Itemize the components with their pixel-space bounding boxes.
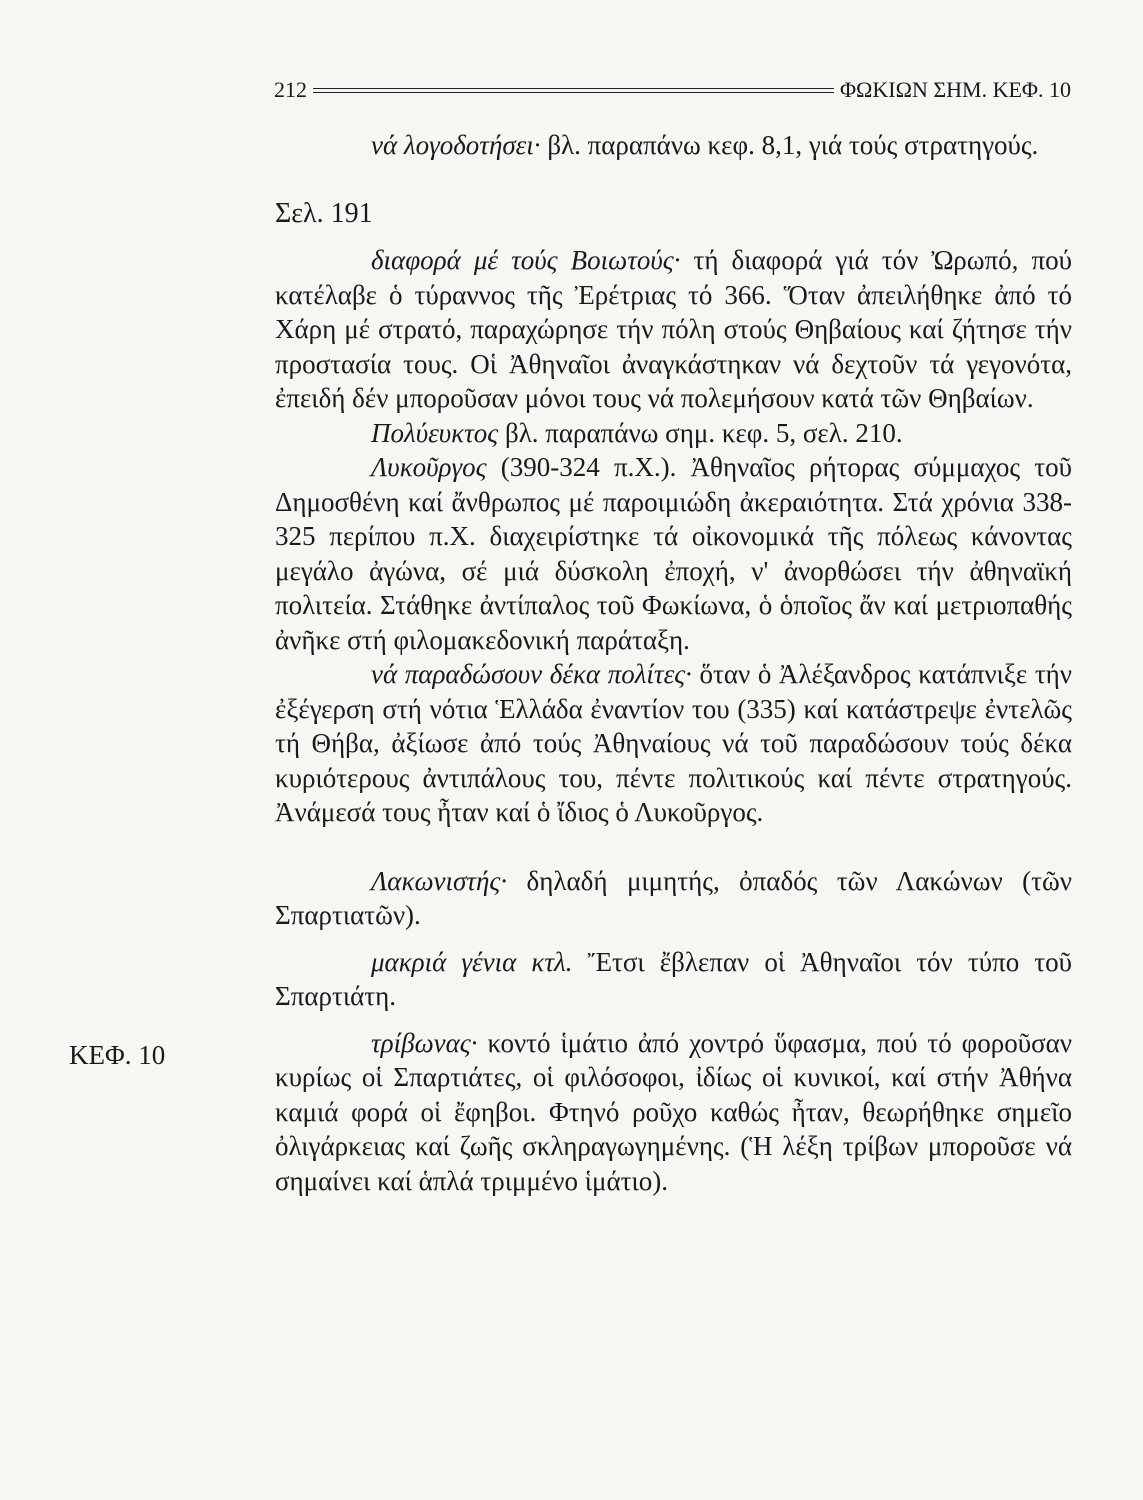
note-entry	[275, 416, 1072, 451]
lemma: Πολύευκτος	[371, 417, 499, 448]
note-text: κοντό ἱμάτιο ἀπό χοντρό ὕφασμα, πού τό φοροῦσαν κυρίως οἱ Σπαρτιάτες, οἱ φιλόσοφοι, ἰδίως οἱ κυνικοί, καί στήν Ἀθήνα καμιά φορά οἱ ἔφηβοι. Φτηνό ροῦχο καθώς ἦταν, θεωρήθηκε σημεῖο ὀλιγάρκειας καί ζωῆς σκληραγωγημένης. (Ἡ λέξη τρίβων μποροῦσε νά σημαίνει καί ἁπλά τριμμένο ἱμάτιο).	[275, 1027, 1072, 1196]
note-entry	[275, 864, 1072, 933]
lemma: μακριά γένια κτλ.	[371, 946, 573, 977]
note-entry	[275, 243, 1072, 416]
note-entry	[275, 450, 1072, 657]
header-rule	[313, 88, 834, 93]
note-text: βλ. παραπάνω κεφ. 8,1, γιά τούς στρατηγούς.	[540, 130, 1039, 160]
note-text: ὅταν ὁ Ἀλέξανδρος κατάπνιξε τήν ἐξέγερση στή νότια Ἑλλάδα ἐναντίον του (335) καί κατάστρεψε ἐντελῶς τή Θήβα, ἀξίωσε ἀπό τούς Ἀθηναίους νά τοῦ παραδώσουν τούς δέκα κυριότερους ἀντιπάλους του, πέντε πολιτικούς καί πέντε στρατηγούς. Ἀνάμεσά τους ἦταν καί ὁ ἴδιος ὁ Λυκοῦργος.	[275, 659, 1072, 827]
running-header	[274, 77, 1071, 103]
note-entry	[275, 1026, 1072, 1199]
page-number: 212	[274, 77, 307, 102]
chapter-margin-label: ΚΕΦ. 10	[69, 1040, 166, 1070]
note-text: βλ. παραπάνω σημ. κεφ. 5, σελ. 210.	[498, 417, 903, 448]
lemma: διαφορά μέ τούς Βοιωτούς·	[371, 245, 681, 275]
note-text: δηλαδή μιμητής, ὀπαδός τῶν Λακώνων (τῶν Σπαρτιατῶν).	[275, 865, 1072, 930]
page-reference: Σελ. 191	[275, 197, 373, 229]
lemma: νά λογοδοτήσει·	[371, 130, 541, 160]
note-entry	[275, 128, 1072, 163]
note-text: (390-324 π.Χ.). Ἀθηναῖος ρήτορας σύμμαχος τοῦ Δημοσθένη καί ἄνθρωπος μέ παροιμιώδη ἀκεραιότητα. Στά χρόνια 338-325 περίπου π.Χ. διαχειρίστηκε τά οἰκονομικά τῆς πόλεως κάνοντας μεγάλο ἀγώνα, σέ μιά δύσκολη ἐποχή, ν' ἀνορθώσει τήν ἀθηναϊκή πολιτεία. Στάθηκε ἀντίπαλος τοῦ Φωκίωνα, ὁ ὁποῖος ἄν καί μετριοπαθής ἀνῆκε στή φιλομακεδονική παράταξη.	[275, 452, 1072, 655]
note-entry	[275, 657, 1072, 830]
lemma: Λυκοῦργος	[371, 452, 487, 482]
lemma: Λακωνιστής·	[371, 865, 508, 896]
note-text: Ἔτσι ἔβλεπαν οἱ Ἀθηναῖοι τόν τύπο τοῦ Σπαρτιάτη.	[275, 946, 1072, 1011]
note-entry	[275, 945, 1072, 1014]
note-text: τή διαφορά γιά τόν Ὠρωπό, πού κατέλαβε ὁ τύραννος τῆς Ἐρέτριας τό 366. Ὅταν ἀπειλήθηκε ἀπό τό Χάρη μέ στρατό, παραχώρησε τήν πόλη στούς Θηβαίους καί ζήτησε τήν προστασία τους. Οἱ Ἀθηναῖοι ἀναγκάστηκαν νά δεχτοῦν τά γεγονότα, ἐπειδή δέν μποροῦσαν μόνοι τους νά πολεμήσουν κατά τῶν Θηβαίων.	[275, 245, 1072, 413]
commentary-body	[275, 128, 1072, 1198]
lemma: νά παραδώσουν δέκα πολίτες·	[371, 659, 692, 689]
running-title: ΦΩΚΙΩΝ ΣΗΜ. ΚΕΦ. 10	[839, 77, 1071, 102]
lemma: τρίβωνας·	[371, 1027, 478, 1058]
